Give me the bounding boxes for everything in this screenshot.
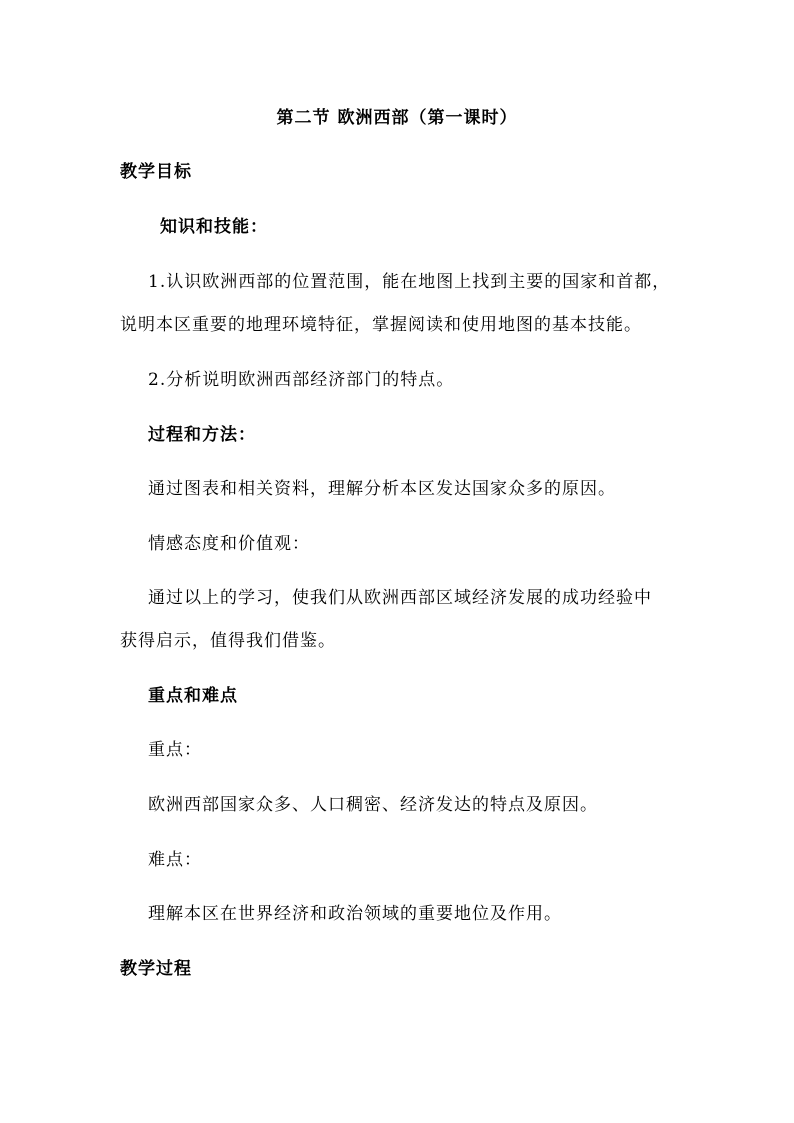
objective-2: 2.分析说明欧洲西部经济部门的特点。 [148,370,455,390]
difficult-point-text: 理解本区在世界经济和政治领域的重要地位及作用。 [148,904,562,924]
key-point-text: 欧洲西部国家众多、人口稠密、经济发达的特点及原因。 [148,795,598,815]
attitude-values-line-1: 通过以上的学习，使我们从欧洲西部区域经济发展的成功经验中 [148,588,652,608]
key-point-label: 重点： [148,740,202,760]
difficult-point-label: 难点： [148,850,202,870]
subheading-attitude-values: 情感态度和价值观： [148,534,310,554]
section-heading-objectives: 教学目标 [120,162,192,182]
document-title: 第二节 欧洲西部（第一课时） [276,108,518,128]
subheading-process-methods: 过程和方法： [148,425,256,445]
section-heading-process: 教学过程 [120,959,192,979]
objective-1-line-2: 说明本区重要的地理环境特征，掌握阅读和使用地图的基本技能。 [120,315,642,335]
process-methods-text: 通过图表和相关资料，理解分析本区发达国家众多的原因。 [148,479,616,499]
attitude-values-line-2: 获得启示，值得我们借鉴。 [120,631,336,651]
subheading-key-difficult: 重点和难点 [148,686,238,706]
subheading-knowledge-skills: 知识和技能： [160,217,268,237]
objective-1-line-1: 1.认识欧洲西部的位置范围，能在地图上找到主要的国家和首都， [148,272,671,292]
